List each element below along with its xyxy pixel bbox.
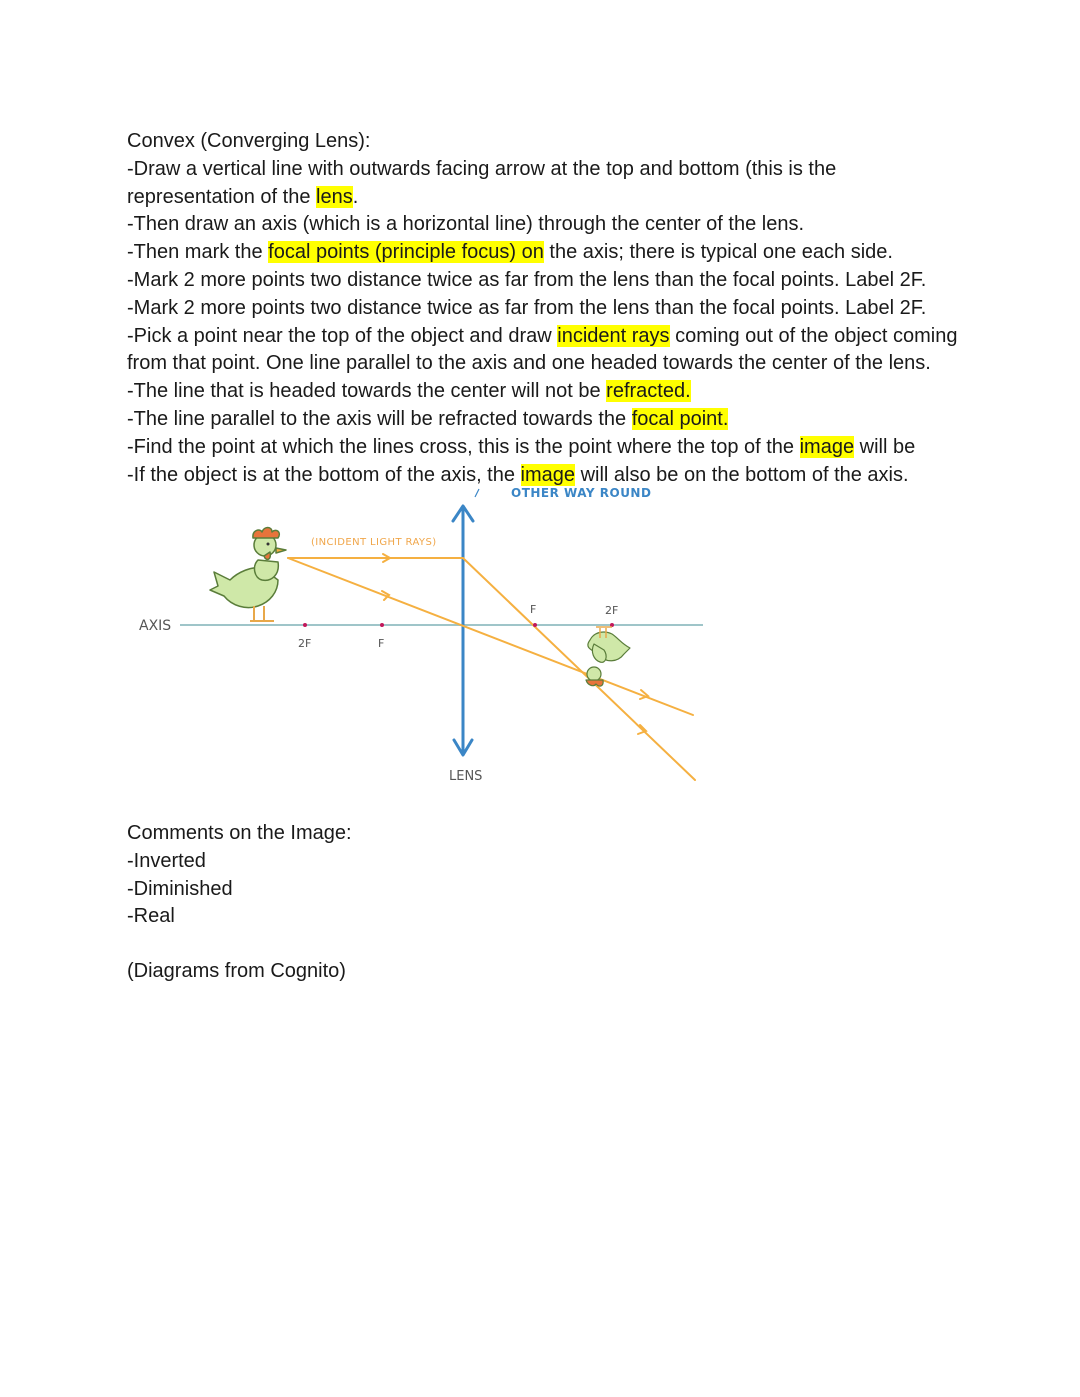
left-2f-point — [303, 623, 307, 627]
instructions-block — [127, 128, 987, 489]
instruction-line: -The line that is headed towards the center will not be refracted. — [127, 380, 691, 403]
central-ray — [288, 558, 693, 715]
highlighted-term: lens — [316, 185, 353, 208]
comment-diminished: -Diminished — [127, 877, 233, 900]
instruction-line: -Then draw an axis (which is a horizontal line) through the center of the lens. — [127, 213, 805, 236]
diagram-credit: (Diagrams from Cognito) — [127, 960, 346, 982]
note-tick — [475, 489, 479, 497]
instruction-line: -If the object is at the bottom of the axis, the image will also be on the bottom of the axis. — [127, 463, 909, 486]
rooster-object-icon — [210, 528, 286, 622]
lens-ray-diagram — [0, 480, 1080, 800]
convex-lens — [453, 506, 473, 755]
highlighted-term: incident rays — [557, 324, 670, 347]
instruction-line: from that point. One line parallel to the axis and one headed towards the center of the lens. — [127, 352, 931, 375]
comments-block — [127, 820, 727, 931]
instruction-line: -Find the point at which the lines cross, this is the point where the top of the image will be — [127, 435, 916, 458]
comment-inverted: -Inverted — [127, 849, 206, 872]
instruction-line: -Draw a vertical line with outwards facing arrow at the top and bottom (this is the — [127, 157, 837, 180]
instructions-title: Convex (Converging Lens): — [127, 130, 371, 152]
instruction-line: -The line parallel to the axis will be refracted towards the focal point. — [127, 407, 729, 430]
light-rays — [288, 554, 695, 780]
instructions-steps — [127, 156, 987, 490]
highlighted-term: focal point. — [631, 407, 729, 430]
refracted-ray — [463, 558, 695, 780]
highlighted-term: image — [799, 435, 855, 458]
right-f-label: F — [530, 603, 537, 616]
other-way-round-note: OTHER WAY ROUND — [511, 486, 652, 500]
instruction-line: -Mark 2 more points two distance twice as far from the lens than the focal points. Label 2F. — [127, 268, 927, 291]
axis-label: AXIS — [139, 618, 172, 634]
instruction-line: -Mark 2 more points two distance twice as far from the lens than the focal points. Label 2F. — [127, 296, 927, 319]
instruction-line: -Then mark the focal points (principle focus) on the axis; there is typical one each side. — [127, 241, 893, 264]
right-f-point — [533, 623, 537, 627]
instruction-line: -Pick a point near the top of the object and draw incident rays coming out of the object coming — [127, 324, 958, 347]
comments-title: Comments on the Image: — [127, 822, 352, 844]
comment-real: -Real — [127, 905, 175, 928]
highlighted-term: refracted. — [606, 380, 691, 403]
left-2f-label: 2F — [298, 637, 312, 650]
rooster-image-icon — [586, 627, 630, 686]
instruction-line: representation of the lens. — [127, 185, 359, 208]
right-2f-label: 2F — [605, 604, 619, 617]
highlighted-term: focal points (principle focus) on — [268, 241, 544, 264]
incident-light-rays-label: (INCIDENT LIGHT RAYS) — [311, 537, 437, 548]
left-f-label: F — [378, 637, 385, 650]
highlighted-term: image — [520, 463, 576, 486]
lens-label: LENS — [449, 769, 483, 784]
left-f-point — [380, 623, 384, 627]
